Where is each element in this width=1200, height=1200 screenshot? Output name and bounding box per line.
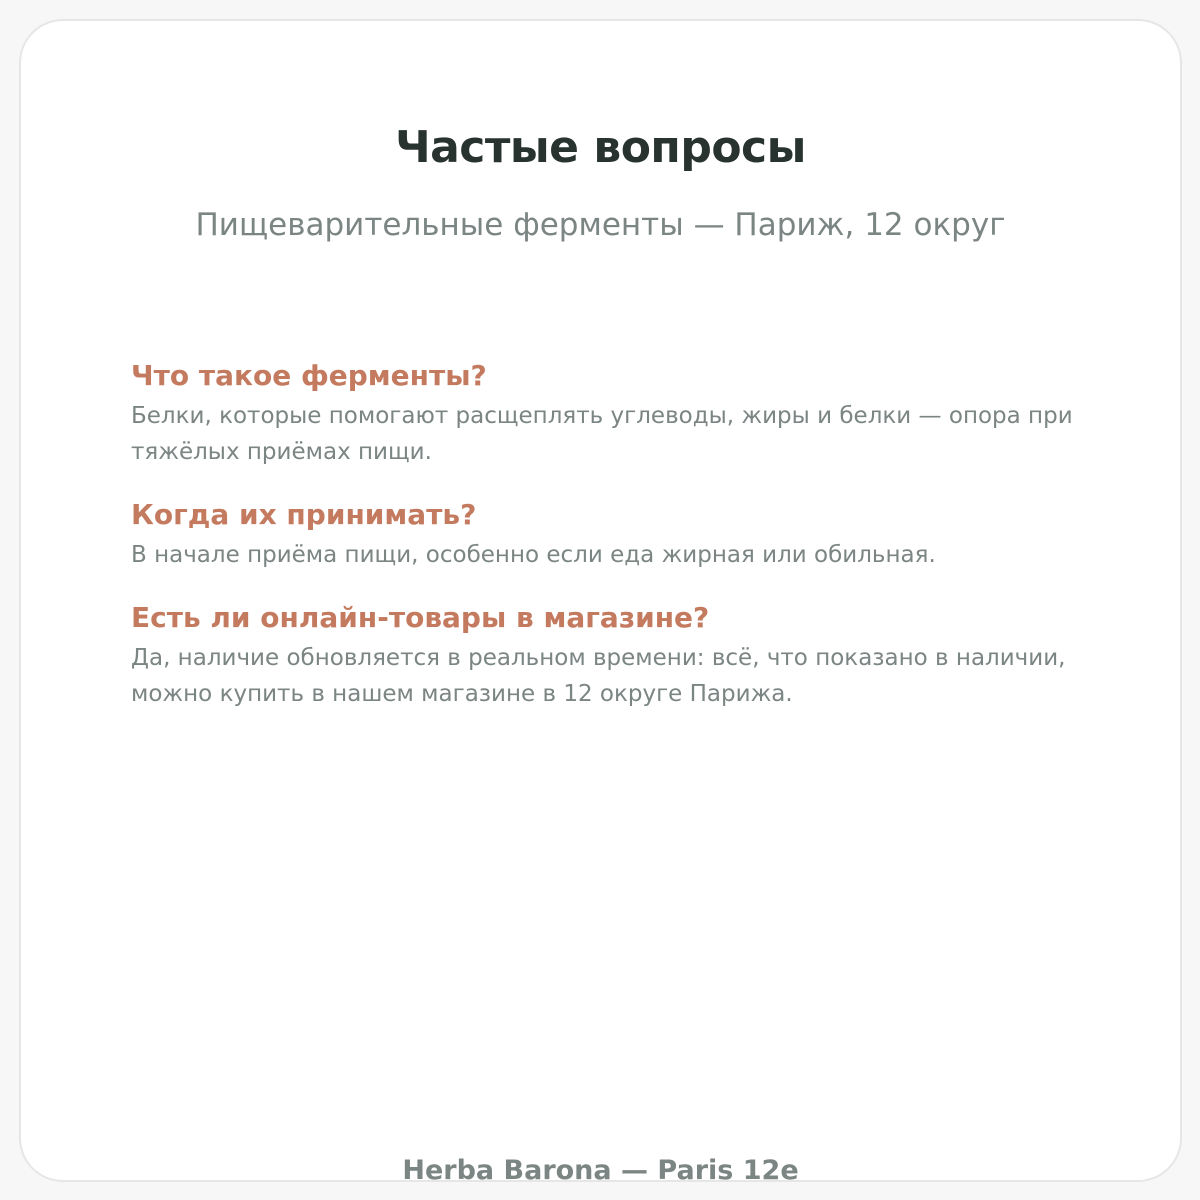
- faq-question: Когда их принимать?: [131, 498, 477, 531]
- faq-item: [131, 358, 1091, 470]
- faq-answer: Да, наличие обновляется в реальном времени: всё, что показано в наличии, можно купить в нашем магазине в 12 округе Парижа.: [131, 645, 1066, 707]
- faq-card: [19, 19, 1182, 1186]
- faq-answer: В начале приёма пищи, особенно если еда жирная или обильная.: [131, 542, 936, 568]
- faq-question: Что такое ферменты?: [131, 359, 487, 392]
- faq-list: [131, 358, 1091, 739]
- faq-item: [131, 600, 1091, 712]
- faq-item: [131, 497, 1091, 573]
- faq-question: Есть ли онлайн-товары в магазине?: [131, 601, 710, 634]
- faq-answer: Белки, которые помогают расщеплять углеводы, жиры и белки — опора при тяжёлых приёмах пищи.: [131, 403, 1073, 465]
- page-subtitle: Пищеварительные ферменты — Париж, 12 округ: [195, 207, 1006, 243]
- footer-brand: Herba Barona — Paris 12e: [402, 1155, 799, 1186]
- page-title: Частые вопросы: [395, 122, 806, 173]
